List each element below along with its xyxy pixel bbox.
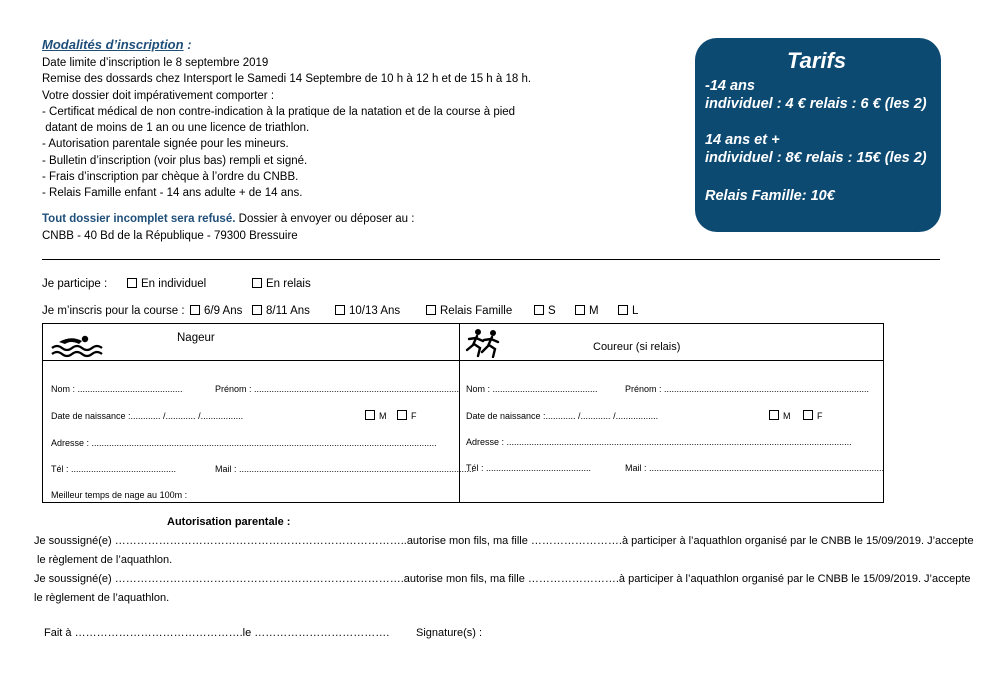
checkbox-course-10-13[interactable] (335, 305, 400, 317)
participation-label: Je participe : (42, 278, 108, 290)
header-line-dossards: Remise des dossards chez Intersport le Samedi 14 Septembre de 10 h à 12 h et de 15 h à 18 h. (42, 73, 532, 86)
section-title (42, 37, 192, 52)
checkbox-relais[interactable] (252, 278, 311, 290)
title-colon: : (183, 37, 192, 52)
header-line-bulletin: - Bulletin d’inscription (voir plus bas) rempli et signé. (42, 154, 308, 167)
tarifs-line-under14-prices: individuel : 4 € relais : 6 € (les 2) (705, 96, 927, 112)
nageur-mail-field[interactable]: Mail : .............................................................................................. (215, 464, 475, 474)
coureur-title: Coureur (si relais) (593, 341, 681, 353)
sexe-m-label: M (783, 411, 791, 421)
tarifs-line-over14-prices: individuel : 8€ relais : 15€ (les 2) (705, 150, 927, 166)
tarifs-title: Tarifs (787, 48, 847, 73)
header-line-frais: - Frais d’inscription par chèque à l’ordre du CNBB. (42, 171, 299, 184)
registration-grid (42, 323, 884, 503)
refuse-rest: Dossier à envoyer ou déposer au : (235, 213, 415, 225)
autorisation-line-1-cont: le règlement de l’aquathlon. (34, 554, 173, 566)
coureur-tel-field[interactable]: Tél : .......................................... (466, 463, 592, 473)
header-line-relais: - Relais Famille enfant - 14 ans adulte + de 14 ans. (42, 187, 303, 200)
checkbox-individuel-label: En individuel (141, 278, 207, 290)
tarifs-box (695, 38, 941, 232)
checkbox-individuel[interactable] (127, 278, 206, 290)
checkbox-size-l[interactable] (618, 305, 638, 317)
checkbox-course-6-9[interactable] (190, 305, 242, 317)
checkbox-box[interactable] (365, 410, 375, 420)
course-option-label: 8/11 Ans (266, 305, 310, 317)
header-lines (42, 55, 531, 202)
coureur-prenom-field[interactable]: Prénom : .................................................................................. (625, 384, 870, 394)
checkbox-box[interactable] (618, 305, 628, 315)
coureur-nom-field[interactable]: Nom : .......................................... (466, 384, 598, 394)
swimmer-icon (49, 332, 107, 358)
sexe-m-label: M (379, 411, 387, 421)
checkbox-course-8-11[interactable] (252, 305, 310, 317)
checkbox-box[interactable] (769, 410, 779, 420)
coureur-mail-field[interactable]: Mail : .............................................................................................. (625, 463, 885, 473)
tarifs-line-under14: -14 ans (705, 78, 755, 94)
course-option-label: 6/9 Ans (204, 305, 243, 317)
checkbox-box[interactable] (575, 305, 585, 315)
nageur-tel-field[interactable]: Tél : .......................................... (51, 464, 177, 474)
header-divider (43, 360, 883, 361)
sexe-f-label: F (411, 411, 417, 421)
sexe-f-label: F (817, 411, 823, 421)
checkbox-box[interactable] (252, 305, 262, 315)
nageur-meilleur-temps-field[interactable]: Meilleur temps de nage au 100m : (51, 490, 188, 500)
checkbox-box[interactable] (127, 278, 137, 288)
autorisation-line-2[interactable]: Je soussigné(e) …………………………………………………………………….autorise mon fils, ma fille …………………….à participer à l’aquathlon organisé par le CNBB le 15/09/2019. J’accepte (34, 573, 971, 585)
header-line-date: Date limite d’inscription le 8 septembre 2019 (42, 57, 269, 69)
refuse-bold: Tout dossier incomplet sera refusé. (42, 213, 236, 225)
checkbox-relais-label: En relais (266, 278, 311, 290)
address-line: CNBB - 40 Bd de la République - 79300 Bressuire (42, 230, 298, 242)
checkbox-box[interactable] (803, 410, 813, 420)
checkbox-box[interactable] (534, 305, 544, 315)
tarifs-line-famille: Relais Famille: 10€ (705, 188, 835, 204)
checkbox-box[interactable] (190, 305, 200, 315)
coureur-adresse-field[interactable]: Adresse : .......................................................................................................................................... (466, 437, 852, 447)
tarifs-line-over14: 14 ans et + (705, 132, 780, 148)
checkbox-size-m[interactable] (575, 305, 599, 317)
refuse-line (42, 213, 414, 225)
checkbox-box[interactable] (252, 278, 262, 288)
course-option-label: S (548, 305, 556, 317)
autorisation-line-2-cont: le règlement de l’aquathlon. (34, 592, 170, 604)
nageur-title: Nageur (177, 332, 215, 344)
fait-a-field[interactable]: Fait à ……………………………………….le ………………………………. (44, 627, 390, 639)
course-option-label: L (632, 305, 639, 317)
header-line-dossier: Votre dossier doit impérativement comporter : (42, 89, 275, 102)
nageur-prenom-field[interactable]: Prénom : .................................................................................. (215, 384, 460, 394)
coureur-sexe-f[interactable] (803, 410, 823, 421)
checkbox-course-relais-famille[interactable] (426, 305, 512, 317)
column-divider (459, 324, 460, 502)
nageur-adresse-field[interactable]: Adresse : .......................................................................................................................................... (51, 438, 437, 448)
header-line-certificat-2: datant de moins de 1 an ou une licence de triathlon. (42, 122, 310, 135)
course-label: Je m’inscris pour la course : (42, 305, 185, 317)
autorisation-title: Autorisation parentale : (167, 516, 291, 528)
nageur-sexe-m[interactable] (365, 410, 387, 421)
course-option-label: M (589, 305, 599, 317)
coureur-sexe-m[interactable] (769, 410, 791, 421)
course-option-label: 10/13 Ans (349, 305, 401, 317)
coureur-naissance-field[interactable]: Date de naissance :............ /............ /................. (466, 411, 659, 421)
signature-field[interactable]: Signature(s) : (416, 627, 483, 639)
autorisation-line-1[interactable]: Je soussigné(e) ……………………………………………………………………..autorise mon fils, ma fille …………………….à participer à l’aquathlon organisé par le CNBB le 15/09/2019. J’accepte (34, 535, 974, 547)
checkbox-box[interactable] (426, 305, 436, 315)
header-line-certificat: - Certificat médical de non contre-indication à la pratique de la natation et de la course à pied (42, 105, 516, 118)
header-line-autorisation: - Autorisation parentale signée pour les mineurs. (42, 138, 289, 151)
checkbox-box[interactable] (335, 305, 345, 315)
separator-rule (42, 259, 940, 260)
nageur-naissance-field[interactable]: Date de naissance :............ /............ /................. (51, 411, 244, 421)
nageur-nom-field[interactable]: Nom : .......................................... (51, 384, 183, 394)
checkbox-size-s[interactable] (534, 305, 556, 317)
title-text: Modalités d’inscription (42, 37, 184, 52)
checkbox-box[interactable] (397, 410, 407, 420)
course-option-label: Relais Famille (440, 305, 513, 317)
runners-icon (461, 328, 505, 358)
nageur-sexe-f[interactable] (397, 410, 417, 421)
